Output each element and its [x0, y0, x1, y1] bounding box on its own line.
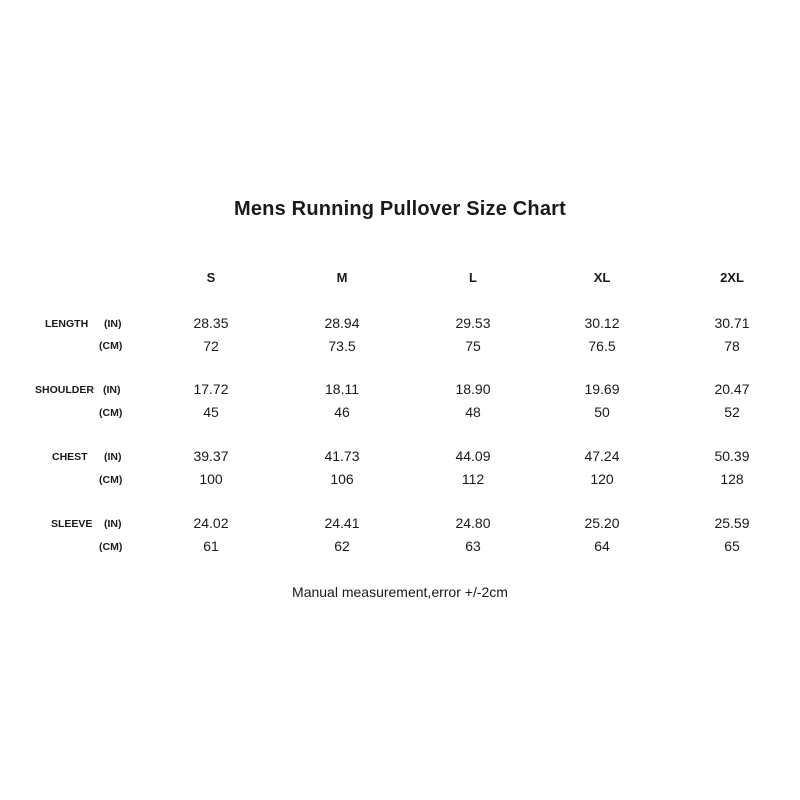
- measure-label-shoulder: SHOULDER: [35, 384, 94, 396]
- value-cell: 65: [724, 538, 740, 554]
- measurement-note: Manual measurement,error +/-2cm: [292, 584, 508, 600]
- value-cell: 24.02: [193, 515, 229, 531]
- value-cell: 75: [465, 338, 481, 354]
- value-cell: 30.71: [714, 315, 750, 331]
- value-cell: 25.20: [584, 515, 620, 531]
- value-cell: 41.73: [324, 448, 360, 464]
- value-cell: 29.53: [455, 315, 491, 331]
- unit-label-in: (IN): [103, 384, 121, 396]
- value-cell: 120: [590, 471, 614, 487]
- measure-label-chest: CHEST: [52, 451, 88, 463]
- unit-label-cm: (CM): [99, 407, 123, 419]
- measure-label-sleeve: SLEEVE: [51, 518, 93, 530]
- unit-label-cm: (CM): [99, 474, 123, 486]
- value-cell: 52: [724, 404, 740, 420]
- chart-title: Mens Running Pullover Size Chart: [234, 198, 566, 220]
- value-cell: 25.59: [714, 515, 750, 531]
- value-cell: 45: [203, 404, 219, 420]
- value-cell: 50.39: [714, 448, 750, 464]
- value-cell: 30.12: [584, 315, 620, 331]
- value-cell: 50: [594, 404, 610, 420]
- value-cell: 44.09: [455, 448, 491, 464]
- value-cell: 62: [334, 538, 350, 554]
- value-cell: 63: [465, 538, 481, 554]
- size-header-xl: XL: [593, 270, 611, 285]
- value-cell: 39.37: [193, 448, 229, 464]
- unit-label-cm: (CM): [99, 340, 123, 352]
- size-header-m: M: [336, 270, 348, 285]
- value-cell: 28.94: [324, 315, 360, 331]
- value-cell: 106: [330, 471, 354, 487]
- value-cell: 24.80: [455, 515, 491, 531]
- value-cell: 78: [724, 338, 740, 354]
- value-cell: 72: [203, 338, 219, 354]
- size-header-s: S: [206, 270, 216, 285]
- value-cell: 28.35: [193, 315, 229, 331]
- value-cell: 20.47: [714, 381, 750, 397]
- value-cell: 47.24: [584, 448, 620, 464]
- value-cell: 64: [594, 538, 610, 554]
- value-cell: 112: [461, 471, 485, 487]
- unit-label-in: (IN): [104, 518, 122, 530]
- value-cell: 24.41: [324, 515, 360, 531]
- value-cell: 46: [334, 404, 350, 420]
- unit-label-cm: (CM): [99, 541, 123, 553]
- value-cell: 100: [199, 471, 223, 487]
- value-cell: 19.69: [584, 381, 620, 397]
- unit-label-in: (IN): [104, 318, 122, 330]
- value-cell: 17.72: [193, 381, 229, 397]
- measure-label-length: LENGTH: [45, 318, 89, 330]
- value-cell: 76.5: [588, 338, 616, 354]
- value-cell: 18.90: [455, 381, 491, 397]
- size-header-l: L: [469, 270, 477, 285]
- size-header-2xl: 2XL: [720, 270, 744, 285]
- value-cell: 18.11: [325, 381, 359, 397]
- value-cell: 61: [203, 538, 219, 554]
- value-cell: 48: [465, 404, 481, 420]
- value-cell: 73.5: [328, 338, 356, 354]
- unit-label-in: (IN): [104, 451, 122, 463]
- value-cell: 128: [720, 471, 744, 487]
